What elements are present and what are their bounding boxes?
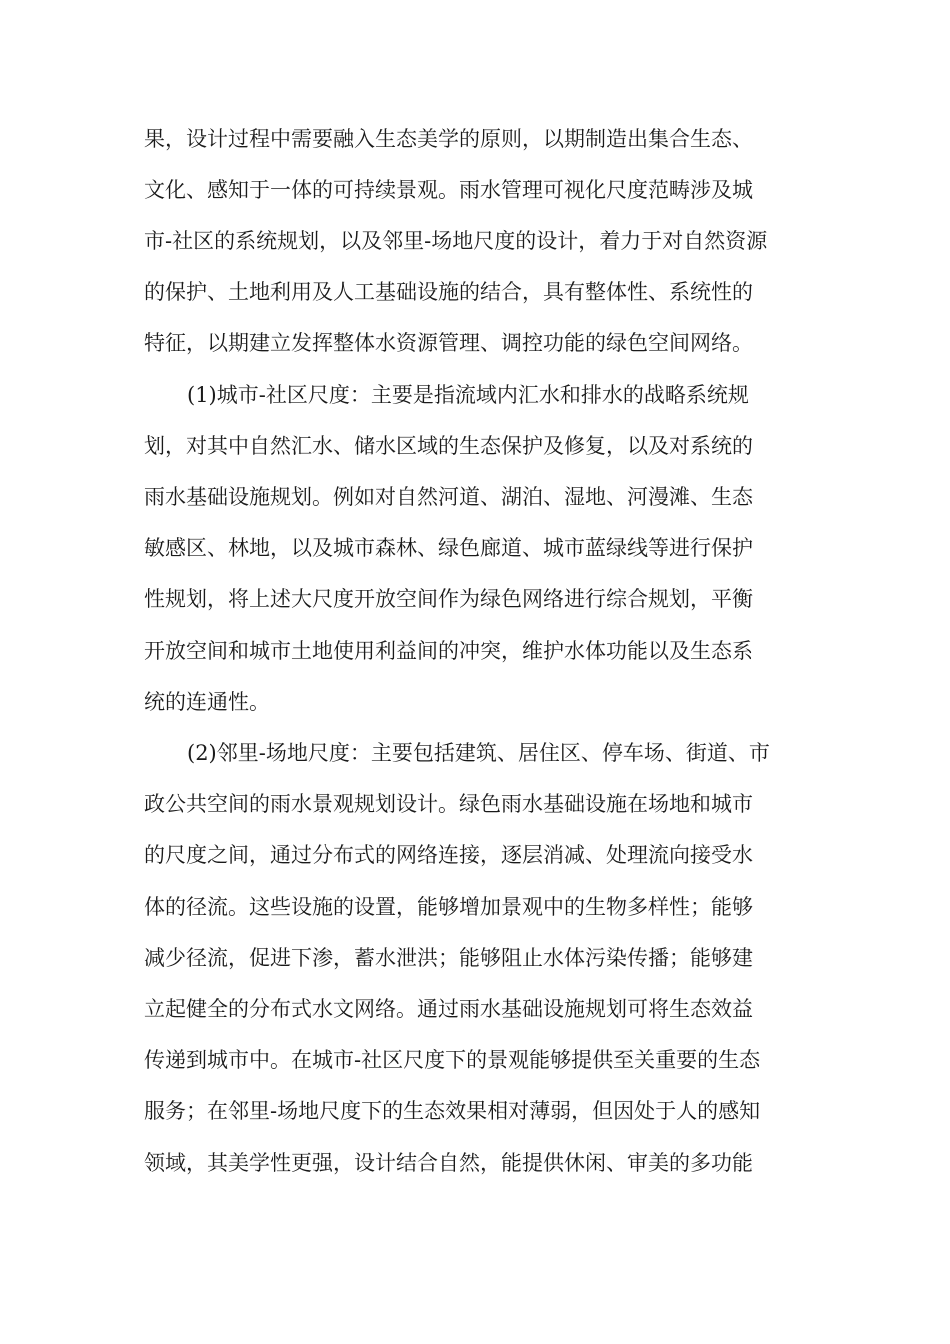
text-line: 的保护、土地利用及人工基础设施的结合，具有整体性、系统性的 [144,280,753,304]
text-line: 特征，以期建立发挥整体水资源管理、调控功能的绿色空间网络。 [144,331,753,355]
text-line: 领域，其美学性更强，设计结合自然，能提供休闲、审美的多功能 [144,1151,753,1175]
paragraph-2-first-line: (2)邻里-场地尺度：主要包括建筑、居住区、停车场、街道、市 [187,741,770,765]
text-line: 体的径流。这些设施的设置，能够增加景观中的生物多样性；能够 [144,895,753,919]
text-line: 统的连通性。 [144,690,270,714]
text-line: 的尺度之间，通过分布式的网络连接，逐层消减、处理流向接受水 [144,843,753,867]
text-line: 划，对其中自然汇水、储水区域的生态保护及修复，以及对系统的 [144,434,753,458]
text-line: 开放空间和城市土地使用利益间的冲突，维护水体功能以及生态系 [144,639,753,663]
text-line: 性规划，将上述大尺度开放空间作为绿色网络进行综合规划，平衡 [144,587,753,611]
text-line: 市-社区的系统规划，以及邻里-场地尺度的设计，着力于对自然资源 [144,229,768,253]
text-line: 敏感区、林地，以及城市森林、绿色廊道、城市蓝绿线等进行保护 [144,536,753,560]
text-line: 文化、感知于一体的可持续景观。雨水管理可视化尺度范畴涉及城 [144,178,753,202]
text-line: 服务；在邻里-场地尺度下的生态效果相对薄弱，但因处于人的感知 [144,1099,761,1123]
text-line: 传递到城市中。在城市-社区尺度下的景观能够提供至关重要的生态 [144,1048,761,1072]
text-line: 政公共空间的雨水景观规划设计。绿色雨水基础设施在场地和城市 [144,792,753,816]
text-line: 减少径流，促进下渗，蓄水泄洪；能够阻止水体污染传播；能够建 [144,946,753,970]
text-line: 立起健全的分布式水文网络。通过雨水基础设施规划可将生态效益 [144,997,753,1021]
text-line: 果，设计过程中需要融入生态美学的原则，以期制造出集合生态、 [144,127,753,151]
paragraph-1-first-line: (1)城市-社区尺度：主要是指流域内汇水和排水的战略系统规 [187,383,749,407]
text-line: 雨水基础设施规划。例如对自然河道、湖泊、湿地、河漫滩、生态 [144,485,753,509]
